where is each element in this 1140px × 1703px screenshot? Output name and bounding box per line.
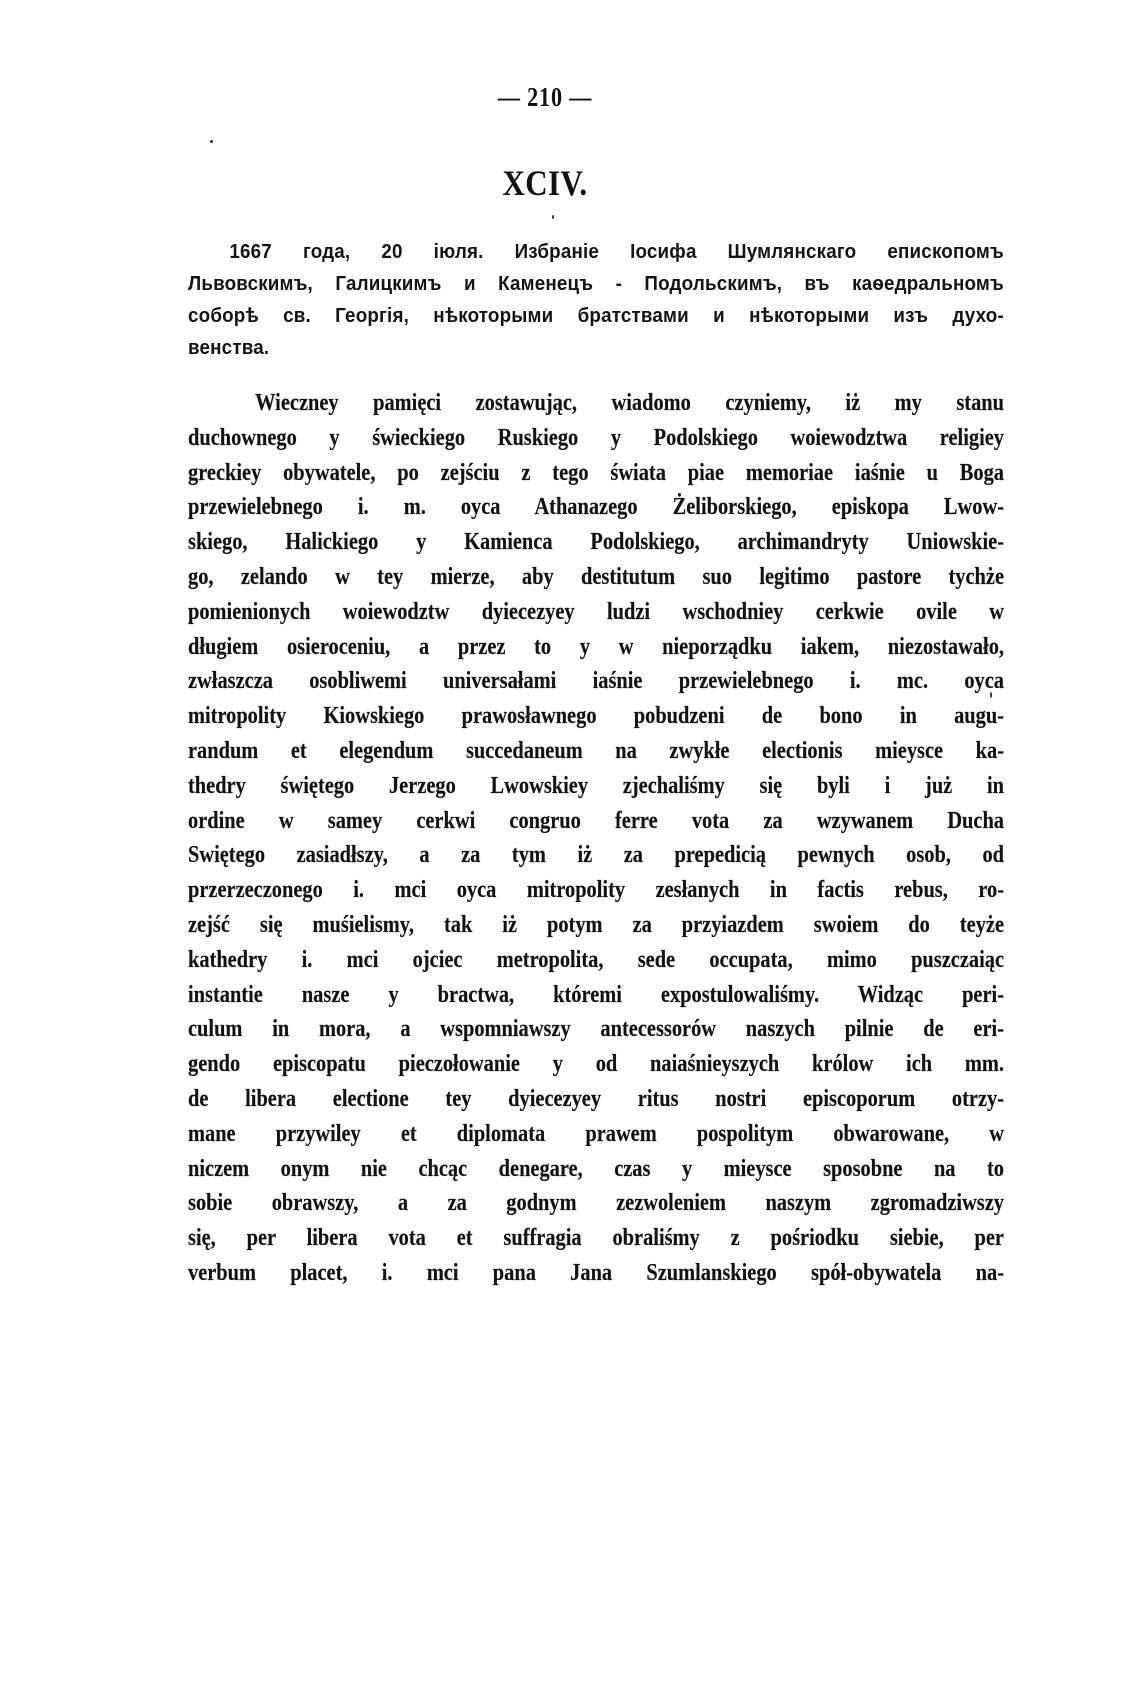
body-line: gendo episcopatu pieczołowanie y od naiaśnieyszych królow ich mm. (188, 1051, 1004, 1078)
body-line: kathedry i. mci ojciec metropolita, sede occupata, mimo puszczaiąc (188, 946, 1004, 973)
body-line: duchownego y świeckiego Ruskiego y Podolskiego woiewodztwa religiey (188, 424, 1004, 451)
body-line: się, per libera vota et suffragia obraliśmy z pośriodku siebie, per (188, 1225, 1004, 1252)
body-line: długiem osieroceniu, a przez to y w nieporządku iakem, niezostawało, (188, 633, 1004, 660)
heading-line: 1667 года, 20 іюля. Избраніе Іосифа Шумлянскаго епископомъ (229, 241, 1004, 263)
body-line: przerzeczonego i. mci oyca mitropolity zesłanych in factis rebus, ro- (188, 877, 1004, 904)
heading-line: Львовскимъ, Галицкимъ и Каменецъ - Подольскимъ, въ каѳедральномъ (188, 273, 1004, 295)
print-speck (210, 140, 213, 143)
body-line: Wieczney pamięci zostawując, wiadomo czyniemy, iż my stanu (255, 390, 1004, 416)
heading-line: соборѣ св. Георгія, нѣкоторыми братствами и нѣкоторыми изъ духо- (188, 305, 1004, 327)
body-line: Swiętego zasiadłszy, a za tym iż za prepedicią pewnych osob, od (188, 842, 1004, 869)
section-number: XCIV. (502, 163, 588, 203)
body-line: zejść się muśielismy, tak iż potym za przyiazdem swoiem do teyże (188, 911, 1004, 938)
body-line: greckiey obywatele, po zejściu z tego świata piae memoriae iaśnie u Boga (188, 459, 1004, 486)
body-line: niczem onym nie chcąc denegare, czas y mieysce sposobne na to (188, 1155, 1004, 1182)
body-line: go, zelando w tey mierze, aby destitutum suo legitimo pastore tychże (188, 563, 1004, 590)
body-line: thedry świętego Jerzego Lwowskiey zjechaliśmy się byli i już in (188, 772, 1004, 799)
body-line: culum in mora, a wspomniawszy antecessorów naszych pilnie de eri- (188, 1016, 1004, 1043)
document-heading (188, 236, 1003, 364)
body-line: mitropolity Kiowskiego prawosławnego pobudzeni de bono in augu- (188, 703, 1004, 730)
body-line: mane przywiley et diplomata prawem pospolitym obwarowane, w (188, 1120, 1004, 1147)
heading-line: венства. (188, 337, 270, 359)
body-line: zwłaszcza osobliwemi universałami iaśnie przewielebnego i. mc. oyca (188, 668, 1004, 695)
body-line: skiego, Halickiego y Kamienca Podolskiego, archimandryty Uniowskie- (188, 529, 1004, 556)
page-number: — 210 — (497, 82, 593, 112)
body-line: randum et elegendum succedaneum na zwykłe electionis mieysce ka- (188, 737, 1004, 764)
body-line: ordine w samey cerkwi congruo ferre vota za wzywanem Ducha (188, 807, 1004, 834)
body-line: verbum placet, i. mci pana Jana Szumlanskiego spół-obywatela na- (188, 1259, 1004, 1286)
body-line: sobie obrawszy, a za godnym zezwoleniem naszym zgromadziwszy (188, 1190, 1004, 1217)
print-speck (552, 215, 554, 219)
body-line: instantie nasze y bractwa, któremi expostulowaliśmy. Widząc peri- (188, 981, 1004, 1008)
body-line: przewielebnego i. m. oyca Athanazego Żeliborskiego, episkopa Lwow- (188, 494, 1004, 521)
document-body (188, 386, 1003, 1291)
body-line: pomienionych woiewodztw dyiecezyey ludzi wschodniey cerkwie ovile w (188, 598, 1004, 625)
body-line: de libera electione tey dyiecezyey ritus nostri episcoporum otrzy- (188, 1085, 1004, 1112)
